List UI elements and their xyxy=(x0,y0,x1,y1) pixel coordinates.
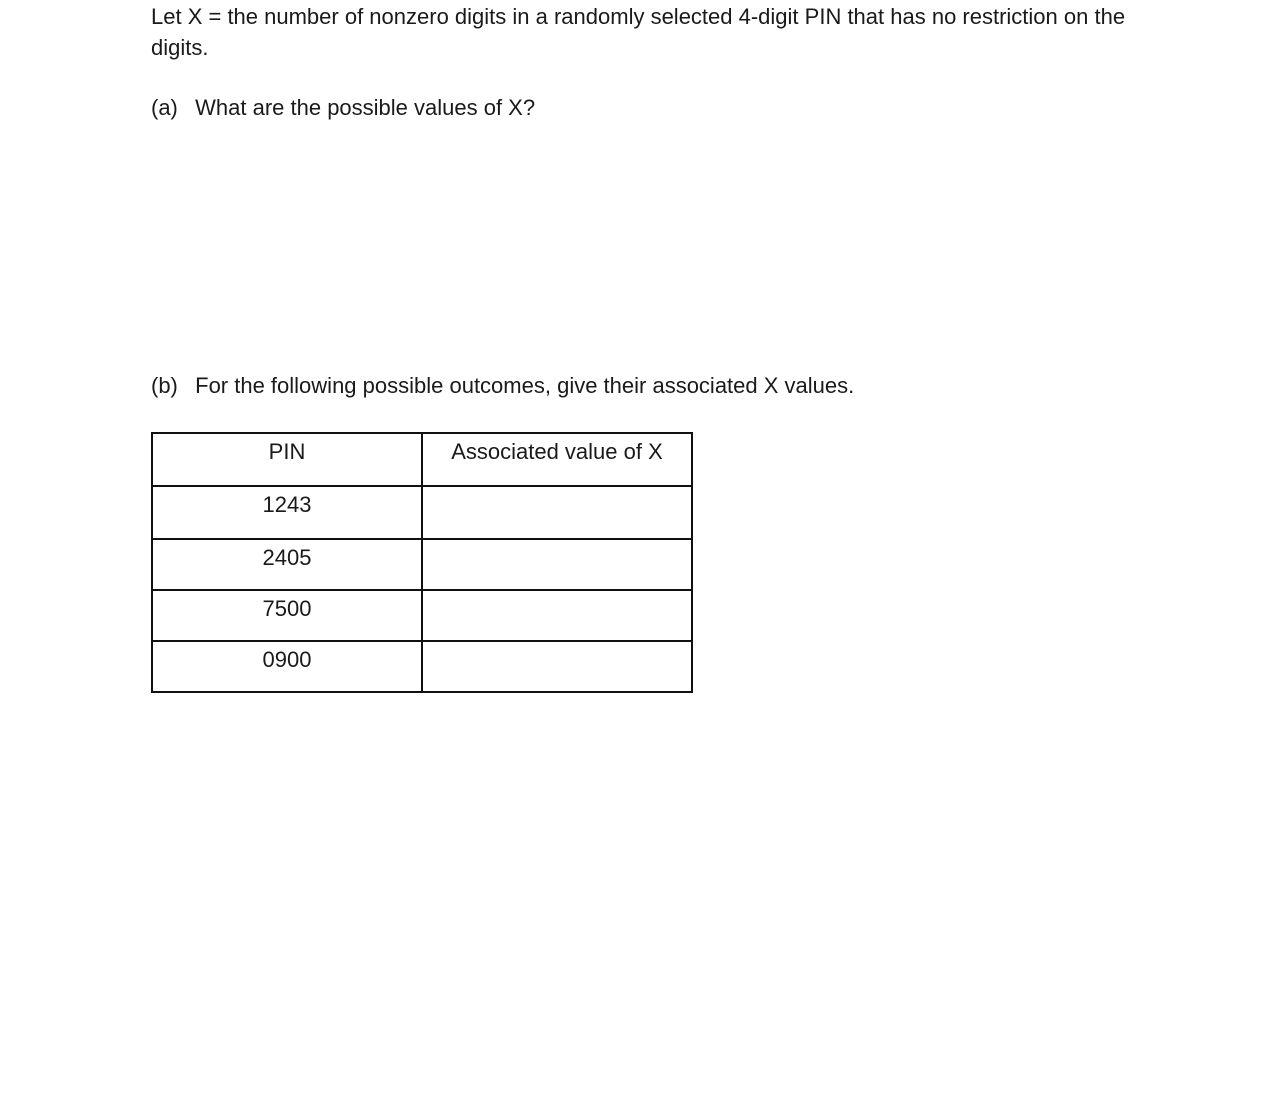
pin-cell: 0900 xyxy=(152,641,422,692)
question-b-text: For the following possible outcomes, give their associated X values. xyxy=(195,373,855,398)
problem-statement: Let X = the number of nonzero digits in a randomly selected 4-digit PIN that has no restriction on the digits. xyxy=(151,4,1126,60)
header-pin: PIN xyxy=(152,433,422,486)
value-cell[interactable] xyxy=(422,486,692,539)
value-cell[interactable] xyxy=(422,641,692,692)
pin-values-table xyxy=(151,432,693,693)
question-b-label: (b) xyxy=(151,373,178,398)
question-a xyxy=(151,94,535,122)
header-associated-value: Associated value of X xyxy=(422,433,692,486)
value-cell[interactable] xyxy=(422,590,692,641)
table-row xyxy=(152,486,692,539)
table-row xyxy=(152,590,692,641)
table-row xyxy=(152,539,692,590)
pin-cell: 2405 xyxy=(152,539,422,590)
pin-cell: 1243 xyxy=(152,486,422,539)
value-cell[interactable] xyxy=(422,539,692,590)
question-a-label: (a) xyxy=(151,95,178,120)
table-row xyxy=(152,641,692,692)
question-b xyxy=(151,372,854,400)
question-a-text: What are the possible values of X? xyxy=(195,95,536,120)
pin-cell: 7500 xyxy=(152,590,422,641)
table-header-row xyxy=(152,433,692,486)
